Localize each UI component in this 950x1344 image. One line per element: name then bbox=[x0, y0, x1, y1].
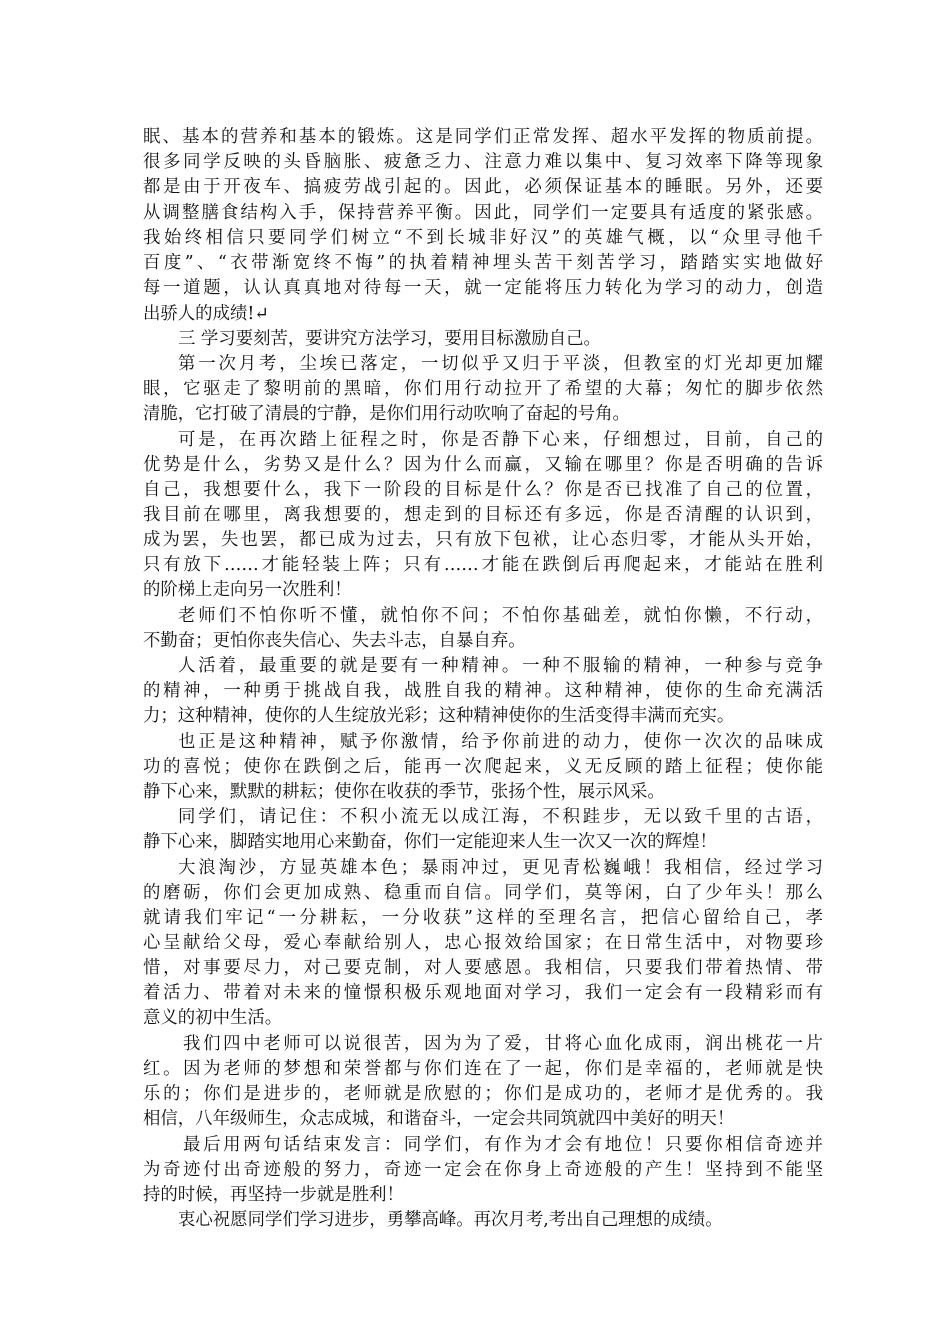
text-line: 优势是什么，劣势又是什么？因为什么而赢，又输在哪里？你是否明确的告诉 bbox=[143, 455, 823, 475]
text-line: 我们四中老师可以说很苦，因为为了爱，甘将心血化成雨，润出桃花一片 bbox=[183, 1034, 823, 1054]
text-line: 可是，在再次踏上征程之时，你是否静下心来，仔细想过，目前，自己的 bbox=[178, 430, 823, 450]
text-line: 持的时候，再坚持一步就是胜利！ bbox=[143, 1185, 404, 1205]
text-line: 我始终相信只要同学们树立“不到长城非好汉”的英雄气概，以“众里寻他千 bbox=[143, 228, 823, 248]
text-line: 每一道题，认认真真地对待每一天，就一定能将压力转化为学习的动力，创造 bbox=[143, 278, 823, 298]
text-line: 也正是这种精神，赋予你激情，给予你前进的动力，使你一次次的品味成 bbox=[178, 732, 823, 752]
text-line: 衷心祝愿同学们学习进步，勇攀高峰。再次月考,考出自己理想的成绩。 bbox=[178, 1210, 723, 1230]
text-line: 人活着，最重要的就是要有一种精神。一种不服输的精神，一种参与竞争 bbox=[178, 656, 823, 676]
text-line: 力；这种精神，使你的人生绽放光彩；这种精神使你的生活变得丰满而充实。 bbox=[143, 706, 735, 726]
text-line: 眠、基本的营养和基本的锻炼。这是同学们正常发挥、超水平发挥的物质前提。 bbox=[143, 127, 823, 147]
text-line: 惜，对事要尽力，对己要克制，对人要感恩。我相信，只要我们带着热情、带 bbox=[143, 958, 823, 978]
text-line: 出骄人的成绩!↵ bbox=[143, 304, 269, 324]
text-line: 静下心来，默默的耕耘；使你在收获的季节，张扬个性，展示风采。 bbox=[143, 782, 665, 802]
text-line: 的阶梯上走向另一次胜利！ bbox=[143, 580, 352, 600]
text-line: 从调整膳食结构入手，保持营养平衡。因此，同学们一定要具有适度的紧张感。 bbox=[143, 203, 823, 223]
text-line: 只有放下……才能轻装上阵；只有……才能在跌倒后再爬起来，才能站在胜利 bbox=[143, 555, 823, 575]
text-line: 成为罢，失也罢，都已成为过去，只有放下包袱，让心态归零，才能从头开始， bbox=[143, 530, 823, 550]
text-line: 功的喜悦；使你在跌倒之后，能再一次爬起来，义无反顾的踏上征程；使你能 bbox=[143, 757, 823, 777]
text-line: 很多同学反映的头昏脑胀、疲惫乏力、注意力难以集中、复习效率下降等现象 bbox=[143, 152, 823, 172]
text-line: 静下心来，脚踏实地用心来勤奋，你们一定能迎来人生一次又一次的辉煌！ bbox=[143, 832, 717, 852]
section-heading: 三 学习要刻苦，要讲究方法学习，要用目标激励自己。 bbox=[178, 329, 601, 349]
text-line: 清脆，它打破了清晨的宁静，是你们用行动吹响了奋起的号角。 bbox=[143, 404, 630, 424]
text-line: 着活力、带着对未来的憧憬积极乐观地面对学习，我们一定会有一段精彩而有 bbox=[143, 983, 823, 1003]
text-line: 同学们，请记住：不积小流无以成江海，不积跬步，无以致千里的古语， bbox=[178, 807, 823, 827]
text-line: 最后用两句话结束发言：同学们，有作为才会有地位！只要你相信奇迹并 bbox=[183, 1135, 823, 1155]
text-line: 为奇迹付出奇迹般的努力，奇迹一定会在你身上奇迹般的产生！坚持到不能坚 bbox=[143, 1160, 823, 1180]
text-line: 眼，它驱走了黎明前的黑暗，你们用行动拉开了希望的大幕；匆忙的脚步依然 bbox=[143, 379, 823, 399]
text-line: 乐的；你们是进步的，老师就是欣慰的；你们是成功的，老师才是优秀的。我 bbox=[143, 1084, 823, 1104]
text-line: 红。因为老师的梦想和荣誉都与你们连在了一起，你们是幸福的，老师就是快 bbox=[143, 1059, 823, 1079]
text-line: 的磨砺，你们会更加成熟、稳重而自信。同学们，莫等闲，白了少年头！那么 bbox=[143, 883, 823, 903]
text-line: 大浪淘沙，方显英雄本色；暴雨冲过，更见青松巍峨！我相信，经过学习 bbox=[178, 858, 823, 878]
text-line: 第一次月考，尘埃已落定，一切似乎又归于平淡，但教室的灯光却更加耀 bbox=[178, 354, 823, 374]
text-line: 就请我们牢记“一分耕耘，一分收获”这样的至理名言，把信心留给自己，孝 bbox=[143, 908, 823, 928]
text-line: 意义的初中生活。 bbox=[143, 1008, 283, 1028]
text-line: 百度”、“衣带渐宽终不悔”的执着精神埋头苦干刻苦学习，踏踏实实地做好 bbox=[143, 253, 823, 273]
text-line: 自己，我想要什么，我下一阶段的目标是什么？你是否已找准了自己的位置， bbox=[143, 480, 823, 500]
text-line: 心呈献给父母，爱心奉献给别人，忠心报效给国家；在日常生活中，对物要珍 bbox=[143, 933, 823, 953]
text-line: 不勤奋；更怕你丧失信心、失去斗志，自暴自弃。 bbox=[143, 631, 526, 651]
text-line: 的精神，一种勇于挑战自我，战胜自我的精神。这种精神，使你的生命充满活 bbox=[143, 681, 823, 701]
text-line: 我目前在哪里，离我想要的，想走到的目标还有多远，你是否清醒的认识到， bbox=[143, 505, 823, 525]
text-line: 相信，八年级师生，众志成城，和谐奋斗，一定会共同筑就四中美好的明天！ bbox=[143, 1109, 735, 1129]
text-line: 老师们不怕你听不懂，就怕你不问；不怕你基础差，就怕你懒，不行动， bbox=[178, 606, 823, 626]
text-line: 都是由于开夜车、搞疲劳战引起的。因此，必须保证基本的睡眠。另外，还要 bbox=[143, 177, 823, 197]
